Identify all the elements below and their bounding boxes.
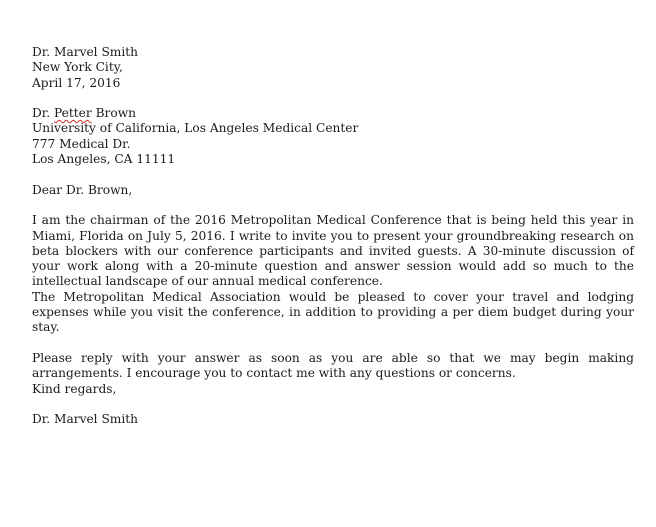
body-paragraph-1: I am the chairman of the 2016 Metropolitan Medical Conference that is being held this year in Miami, Florida on July 5, 2016. I write to invite you to present your groundbreaking research on beta blockers with our conference participants and invited guests. A 30-minute discussion of your work along with a 20-minute question and answer session would add so much to the intellectual landscape of our annual medical conference. bbox=[32, 213, 634, 289]
sender-name: Dr. Marvel Smith bbox=[32, 45, 138, 59]
salutation: Dear Dr. Brown, bbox=[32, 182, 133, 197]
recipient-first-name: Petter bbox=[54, 106, 92, 121]
sender-block bbox=[32, 45, 634, 91]
signature: Dr. Marvel Smith bbox=[32, 412, 138, 427]
closing: Kind regards, bbox=[32, 381, 117, 396]
letter bbox=[32, 45, 634, 427]
recipient-street: 777 Medical Dr. bbox=[32, 136, 131, 151]
recipient-block bbox=[32, 106, 634, 167]
sender-city: New York City, bbox=[32, 60, 123, 75]
recipient-organization: University of California, Los Angeles Medical Center bbox=[32, 121, 359, 136]
recipient-city-state-zip: Los Angeles, CA 11111 bbox=[32, 152, 176, 167]
recipient-name bbox=[32, 106, 634, 121]
letter-date: April 17, 2016 bbox=[32, 75, 121, 90]
body-paragraph-3: Please reply with your answer as soon as you are able so that we may begin making arrangements. I encourage you to contact me with any questions or concerns. bbox=[32, 350, 634, 381]
recipient-last-name: Brown bbox=[95, 106, 136, 121]
body-paragraph-2: The Metropolitan Medical Association would be pleased to cover your travel and lodging expenses while you visit the conference, in addition to providing a per diem budget during your stay. bbox=[32, 289, 634, 335]
recipient-title: Dr. bbox=[32, 106, 51, 121]
